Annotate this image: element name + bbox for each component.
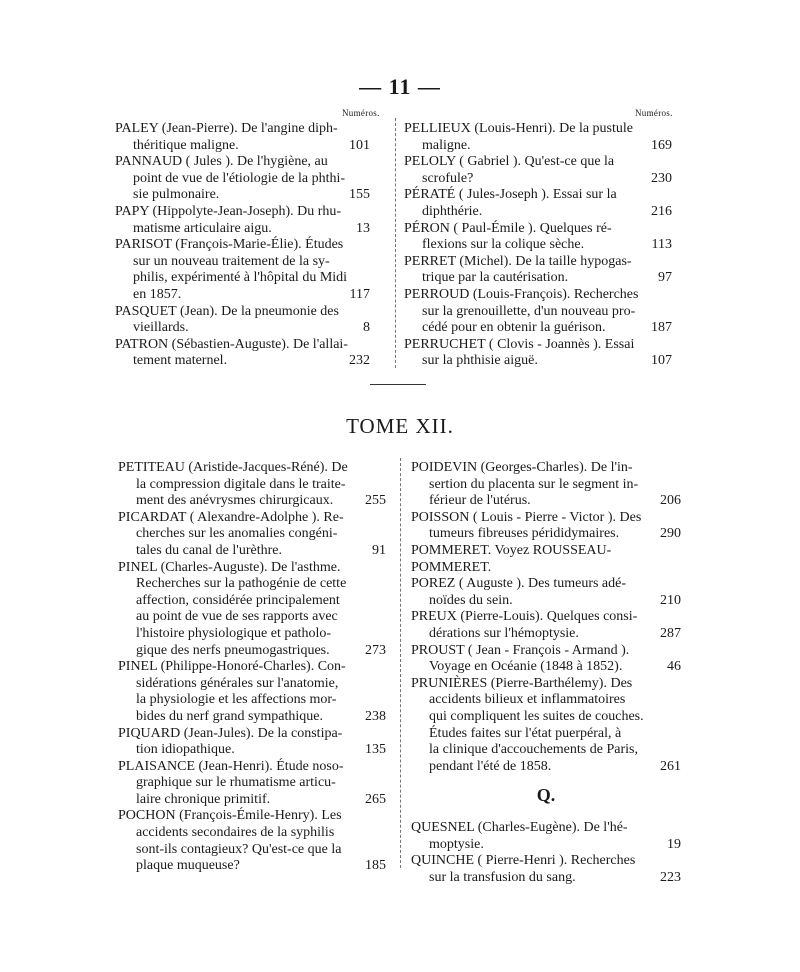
section-rule (370, 384, 426, 385)
index-entry (411, 576, 681, 609)
entry-line: maligne. (422, 137, 471, 153)
entry-heading: PIQUARD (Jean-Jules). De la constipa- (118, 725, 343, 741)
entry-heading: QUINCHE ( Pierre-Henri ). Recherches (411, 853, 636, 869)
entry-heading: PETITEAU (Aristide-Jacques-Réné). De (118, 460, 348, 475)
entry-line: philis, expérimenté à l'hôpital du Midi (133, 270, 348, 286)
index-entry (115, 237, 370, 303)
entry-number: 290 (660, 526, 681, 542)
entry-heading: POISSON ( Louis - Pierre - Victor ). Des (411, 509, 642, 525)
entry-heading: POCHON (François-Émile-Henry). Les (118, 808, 342, 824)
entry-line: ment des anévrysmes chirurgicaux. (136, 493, 334, 509)
entry-line: sur un nouveau traitement de la sy- (133, 253, 330, 269)
entry-number: 261 (660, 758, 681, 774)
entry-heading: QUESNEL (Charles-Eugène). De l'hé- (411, 820, 628, 836)
entry-line: férieur de l'utérus. (429, 493, 531, 509)
entry-number: 91 (372, 542, 386, 558)
entry-line: affection, considérée principalement (136, 592, 340, 608)
index-entry (115, 304, 370, 337)
index-entry (411, 853, 681, 886)
entry-line: plaque muqueuse? (136, 858, 240, 874)
index-entry (118, 560, 386, 660)
index-entry (404, 154, 672, 187)
entry-heading: PANNAUD ( Jules ). De l'hygiène, au (115, 154, 328, 170)
entry-line: sont-ils contagieux? Qu'est-ce que la (136, 841, 342, 857)
entry-number: 135 (365, 742, 386, 758)
index-entry (411, 643, 681, 676)
entry-line: flexions sur la colique sèche. (422, 237, 585, 253)
entry-line: sur la phthisie aiguë. (422, 353, 538, 369)
entry-line: théritique maligne. (133, 137, 239, 153)
tome-title: TOME XII. (346, 414, 454, 438)
entry-number: 265 (365, 791, 386, 807)
entry-line: la physiologie et les affections mor- (136, 692, 337, 708)
index-entry (411, 676, 681, 776)
entry-line: accidents bilieux et inflammatoires (429, 692, 626, 708)
entry-heading: PRUNIÈRES (Pierre-Barthélemy). Des (411, 675, 633, 691)
lower-left-column (118, 460, 386, 875)
page-number: — 11 — (359, 74, 441, 99)
entry-heading: POMMERET. Voyez ROUSSEAU-POMMERET. (411, 542, 612, 575)
index-entry (404, 337, 672, 370)
entry-heading: PINEL (Philippe-Honoré-Charles). Con- (118, 659, 346, 675)
entry-line: sidérations générales sur l'anatomie, (136, 675, 339, 691)
entry-heading: PATRON (Sébastien-Auguste). De l'allai- (115, 336, 348, 352)
index-entry (404, 187, 672, 220)
entry-number: 155 (349, 187, 370, 203)
index-entry (404, 254, 672, 287)
entry-line: graphique sur le rhumatisme articu- (136, 775, 336, 791)
index-entry (115, 121, 370, 154)
entry-heading: PREUX (Pierre-Louis). Quelques consi- (411, 609, 638, 625)
entry-heading: PICARDAT ( Alexandre-Adolphe ). Re- (118, 509, 344, 525)
entry-number: 185 (365, 858, 386, 874)
entry-heading: PÉRON ( Paul-Émile ). Quelques ré- (404, 220, 612, 236)
entry-line: moptysie. (429, 836, 484, 852)
entry-line: gique des nerfs pneumogastriques. (136, 642, 330, 658)
entry-line: diphthérie. (422, 203, 483, 219)
entry-number: 232 (349, 353, 370, 369)
entry-number: 107 (651, 353, 672, 369)
index-entry (118, 510, 386, 560)
lower-right-list (411, 460, 681, 775)
entry-heading: PAPY (Hippolyte-Jean-Joseph). Du rhu- (115, 203, 342, 219)
entry-number: 97 (658, 270, 672, 286)
q-list (411, 820, 681, 886)
index-entry (118, 460, 386, 510)
entry-line: noïdes du sein. (429, 592, 513, 608)
index-entry (118, 808, 386, 874)
entry-number: 46 (667, 659, 681, 675)
column-label-left: Numéros. (342, 108, 380, 118)
entry-number: 255 (365, 493, 386, 509)
entry-number: 206 (660, 493, 681, 509)
entry-line: trique par la cautérisation. (422, 270, 569, 286)
entry-line: qui compliquent les suites de couches. (429, 708, 644, 724)
entry-line: tement maternel. (133, 353, 228, 369)
entry-number: 230 (651, 170, 672, 186)
entry-number: 117 (349, 286, 370, 302)
lower-right-column (411, 460, 681, 887)
entry-line: matisme articulaire aigu. (133, 220, 272, 236)
entry-heading: PELLIEUX (Louis-Henri). De la pustule (404, 121, 633, 136)
entry-number: 101 (349, 137, 370, 153)
entry-heading: POREZ ( Auguste ). Des tumeurs adé- (411, 576, 627, 592)
entry-number: 19 (667, 836, 681, 852)
entry-number: 13 (356, 220, 370, 236)
entry-line: pendant l'été de 1858. (429, 758, 552, 774)
entry-heading: PASQUET (Jean). De la pneumonie des (115, 303, 339, 319)
entry-number: 187 (651, 320, 672, 336)
entry-line: dérations sur l'hémoptysie. (429, 625, 579, 641)
entry-number: 8 (363, 320, 370, 336)
index-entry (115, 154, 370, 204)
index-entry (115, 337, 370, 370)
entry-number: 223 (660, 870, 681, 886)
entry-number: 210 (660, 592, 681, 608)
entry-line: tales du canal de l'urèthre. (136, 542, 282, 558)
entry-line: sertion du placenta sur le segment in- (429, 476, 639, 492)
entry-line: la clinique d'accouchements de Paris, (429, 742, 638, 758)
index-entry (404, 221, 672, 254)
column-divider-bottom (400, 458, 401, 868)
entry-heading: PÉRATÉ ( Jules-Joseph ). Essai sur la (404, 187, 617, 203)
index-entry (118, 726, 386, 759)
index-entry (411, 460, 681, 510)
entry-line: Études faites sur l'état puerpéral, à (429, 725, 622, 741)
entry-line: tion idiopathique. (136, 742, 235, 758)
index-entry (115, 204, 370, 237)
entry-line: cédé pour en obtenir la guérison. (422, 320, 606, 336)
index-entry (411, 609, 681, 642)
entry-line: sie pulmonaire. (133, 187, 220, 203)
index-entry (411, 510, 681, 543)
entry-line: Voyage en Océanie (1848 à 1852). (429, 659, 623, 675)
entry-line: en 1857. (133, 286, 182, 302)
entry-line: vieillards. (133, 320, 189, 336)
entry-heading: PARISOT (François-Marie-Élie). Études (115, 237, 344, 253)
entry-number: 287 (660, 625, 681, 641)
entry-line: scrofule? (422, 170, 474, 186)
index-entry (118, 659, 386, 725)
entry-number: 216 (651, 203, 672, 219)
index-entry (411, 820, 681, 853)
entry-heading: PERROUD (Louis-François). Recherches (404, 286, 639, 302)
entry-line: bides du nerf grand sympathique. (136, 708, 324, 724)
entry-line: l'histoire physiologique et patholo- (136, 625, 331, 641)
entry-number: 113 (651, 237, 672, 253)
entry-heading: PERRET (Michel). De la taille hypogas- (404, 253, 632, 269)
entry-heading: PLAISANCE (Jean-Henri). Étude noso- (118, 758, 344, 774)
entry-line: Recherches sur la pathogénie de cette (136, 576, 347, 592)
column-divider-top (395, 118, 396, 368)
index-entry (118, 759, 386, 809)
entry-heading: PROUST ( Jean - François - Armand ). (411, 642, 630, 658)
entry-heading: POIDEVIN (Georges-Charles). De l'in- (411, 460, 633, 475)
entry-heading: PERRUCHET ( Clovis - Joannès ). Essai (404, 336, 635, 352)
entry-line: laire chronique primitif. (136, 791, 271, 807)
entry-line: cherches sur les anomalies congéni- (136, 526, 338, 542)
index-entry (404, 287, 672, 337)
entry-line: la compression digitale dans le traite- (136, 476, 346, 492)
entry-number: 238 (365, 708, 386, 724)
entry-line: au point de vue de ses rapports avec (136, 609, 338, 625)
entry-line: point de vue de l'étiologie de la phthi- (133, 170, 346, 186)
entry-number: 273 (365, 642, 386, 658)
entry-line: sur la transfusion du sang. (429, 870, 576, 886)
entry-line: tumeurs fibreuses pérididymaires. (429, 526, 620, 542)
index-entry (411, 543, 681, 576)
index-entry (404, 121, 672, 154)
entry-line: accidents secondaires de la syphilis (136, 825, 335, 841)
column-label-right: Numéros. (635, 108, 673, 118)
entry-number: 169 (651, 137, 672, 153)
entry-heading: PALEY (Jean-Pierre). De l'angine diph- (115, 121, 338, 136)
section-letter-q: Q. (536, 785, 556, 806)
upper-right-column (404, 121, 672, 370)
entry-heading: PELOLY ( Gabriel ). Qu'est-ce que la (404, 154, 615, 170)
entry-line: sur la grenouillette, d'un nouveau pro- (422, 303, 636, 319)
entry-heading: PINEL (Charles-Auguste). De l'asthme. (118, 559, 341, 575)
upper-left-column (115, 121, 370, 370)
